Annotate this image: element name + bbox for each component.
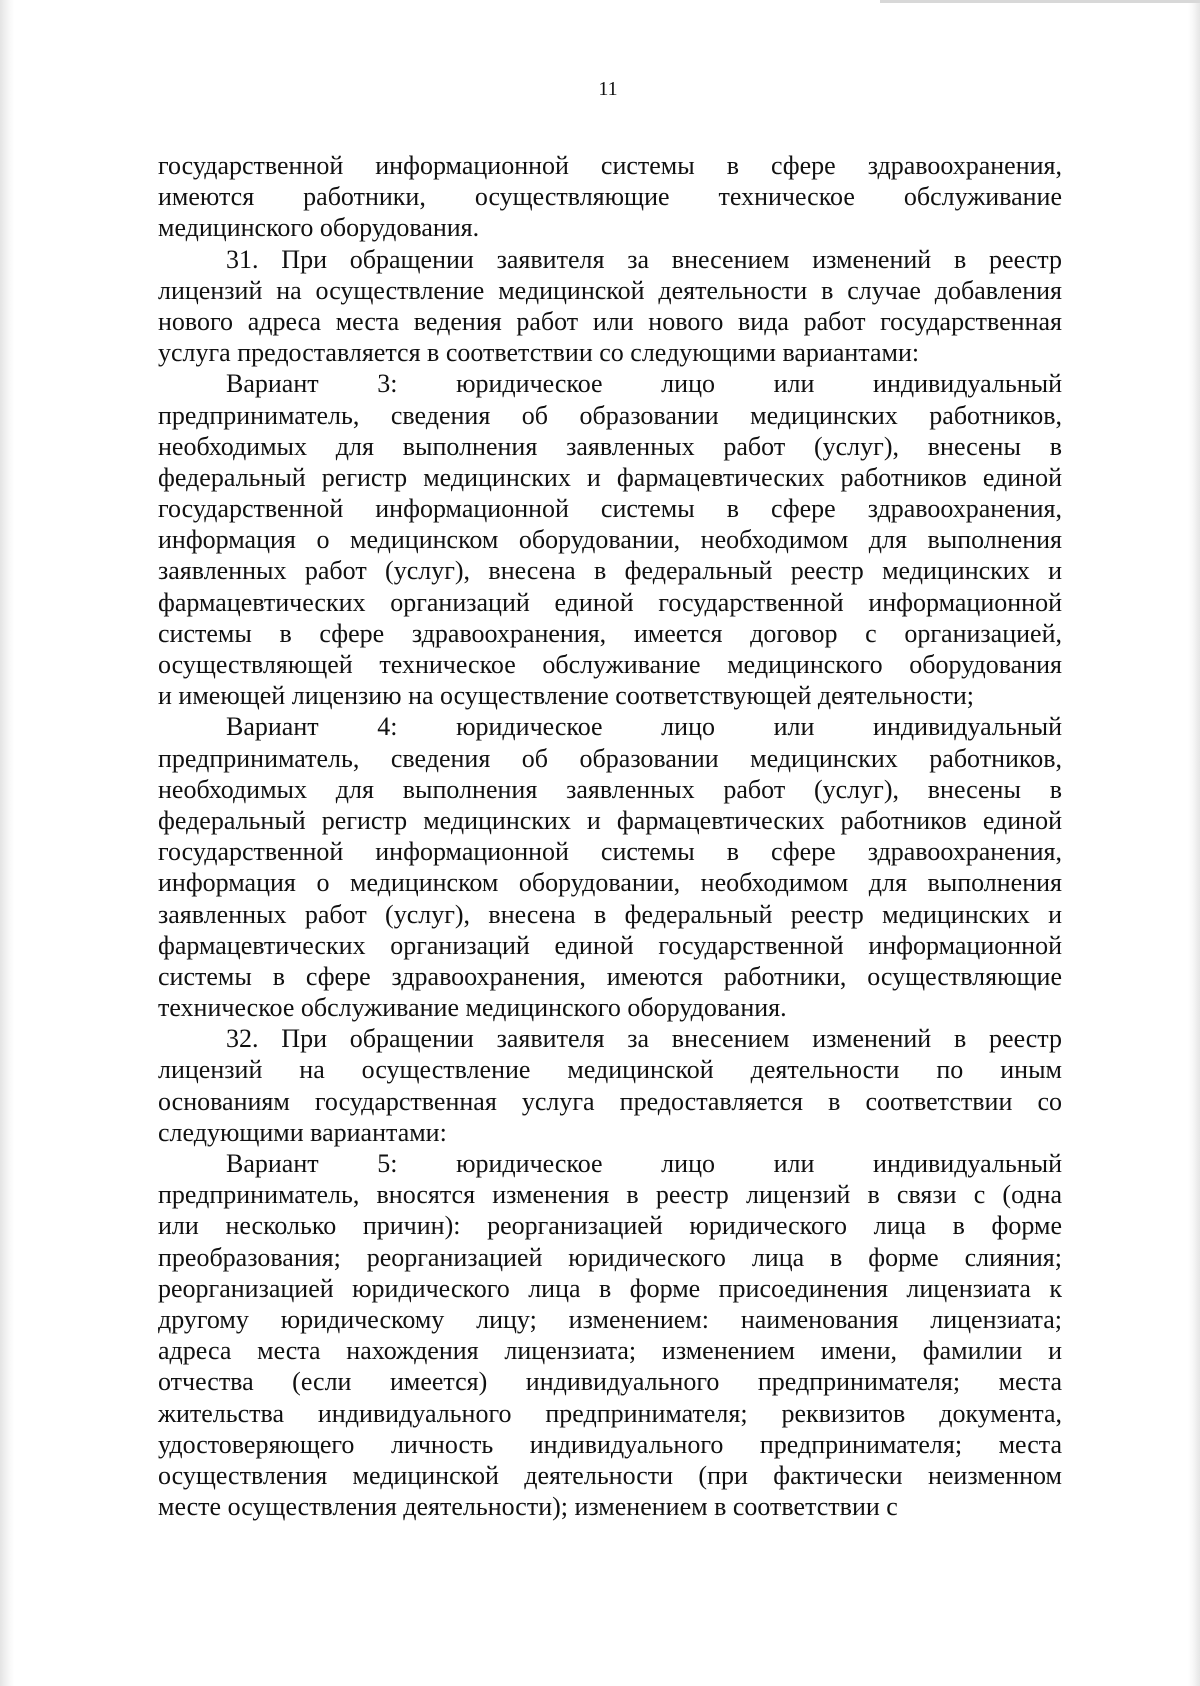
text-line: основаниям государственная услуга предоставляется в соответствии со (158, 1086, 1062, 1116)
text-line: федеральный регистр медицинских и фармацевтических работников единой (158, 805, 1062, 835)
text-line: фармацевтических организаций единой государственной информационной (158, 587, 1062, 617)
text-line: отчества (если имеется) индивидуального предпринимателя; места (158, 1367, 1062, 1397)
text-line: лицензий на осуществление медицинской деятельности в случае добавления (158, 275, 1062, 305)
document-body (158, 150, 1062, 1522)
text-line: и имеющей лицензию на осуществление соответствующей деятельности; (158, 681, 974, 711)
text-line: федеральный регистр медицинских и фармацевтических работников единой (158, 462, 1062, 492)
paragraph (158, 150, 1062, 244)
text-line: Вариант 5: юридическое лицо или индивидуальный (226, 1149, 1062, 1178)
paragraph (158, 711, 1062, 1023)
text-line: осуществления медицинской деятельности (при фактически неизменном (158, 1460, 1062, 1490)
text-line: или несколько причин): реорганизацией юридического лица в форме (158, 1211, 1062, 1241)
text-line: фармацевтических организаций единой государственной информационной (158, 930, 1062, 960)
paragraph (158, 368, 1062, 711)
paragraph (158, 1023, 1062, 1148)
text-line: техническое обслуживание медицинского оборудования. (158, 993, 787, 1023)
text-line: заявленных работ (услуг), внесена в федеральный реестр медицинских и (158, 556, 1062, 586)
text-line: медицинского оборудования. (158, 213, 480, 243)
page-number: 11 (598, 78, 618, 100)
text-line: 31. При обращении заявителя за внесением изменений в реестр (226, 244, 1062, 274)
text-line: предприниматель, сведения об образовании медицинских работников, (158, 743, 1062, 773)
text-line: необходимых для выполнения заявленных работ (услуг), внесены в (158, 774, 1062, 804)
text-line: реорганизацией юридического лица в форме присоединения лицензиата к (158, 1273, 1062, 1303)
text-line: информация о медицинском оборудовании, необходимом для выполнения (158, 525, 1062, 555)
text-line: следующими вариантами: (158, 1117, 447, 1147)
text-line: предприниматель, сведения об образовании медицинских работников, (158, 400, 1062, 430)
text-line: другому юридическому лицу; изменением: наименования лицензиата; (158, 1304, 1062, 1334)
text-line: государственной информационной системы в сфере здравоохранения, (158, 151, 1062, 180)
scan-edge-top (880, 0, 1200, 3)
text-line: услуга предоставляется в соответствии со следующими вариантами: (158, 338, 920, 368)
text-line: Вариант 3: юридическое лицо или индивидуальный (226, 369, 1062, 399)
text-line: месте осуществления деятельности); изменением в соответствии с (158, 1492, 898, 1522)
text-line: осуществляющей техническое обслуживание медицинского оборудования (158, 650, 1062, 679)
text-line: государственной информационной системы в сфере здравоохранения, (158, 837, 1062, 867)
text-line: жительства индивидуального предпринимателя; реквизитов документа, (158, 1398, 1062, 1428)
text-line: 32. При обращении заявителя за внесением изменений в реестр (226, 1024, 1062, 1054)
text-line: имеются работники, осуществляющие техническое обслуживание (158, 182, 1062, 212)
text-line: государственной информационной системы в сфере здравоохранения, (158, 494, 1062, 524)
text-line: системы в сфере здравоохранения, имеются работники, осуществляющие (158, 961, 1062, 991)
text-line: информация о медицинском оборудовании, необходимом для выполнения (158, 868, 1062, 898)
paragraph (158, 244, 1062, 369)
paragraph (158, 1148, 1062, 1522)
text-line: системы в сфере здравоохранения, имеется договор с организацией, (158, 618, 1062, 648)
scan-edge-left (0, 0, 14, 1686)
text-line: необходимых для выполнения заявленных работ (услуг), внесены в (158, 431, 1062, 461)
text-line: удостоверяющего личность индивидуального предпринимателя; места (158, 1429, 1062, 1459)
text-line: преобразования; реорганизацией юридического лица в форме слияния; (158, 1242, 1062, 1272)
text-line: нового адреса места ведения работ или нового вида работ государственная (158, 306, 1062, 336)
scan-edge-right (1188, 0, 1200, 1686)
text-line: предприниматель, вносятся изменения в реестр лицензий в связи с (одна (158, 1180, 1062, 1210)
text-line: заявленных работ (услуг), внесена в федеральный реестр медицинских и (158, 899, 1062, 929)
text-line: Вариант 4: юридическое лицо или индивидуальный (226, 712, 1062, 742)
text-line: адреса места нахождения лицензиата; изменением имени, фамилии и (158, 1336, 1062, 1366)
text-line: лицензий на осуществление медицинской деятельности по иным (158, 1055, 1062, 1085)
